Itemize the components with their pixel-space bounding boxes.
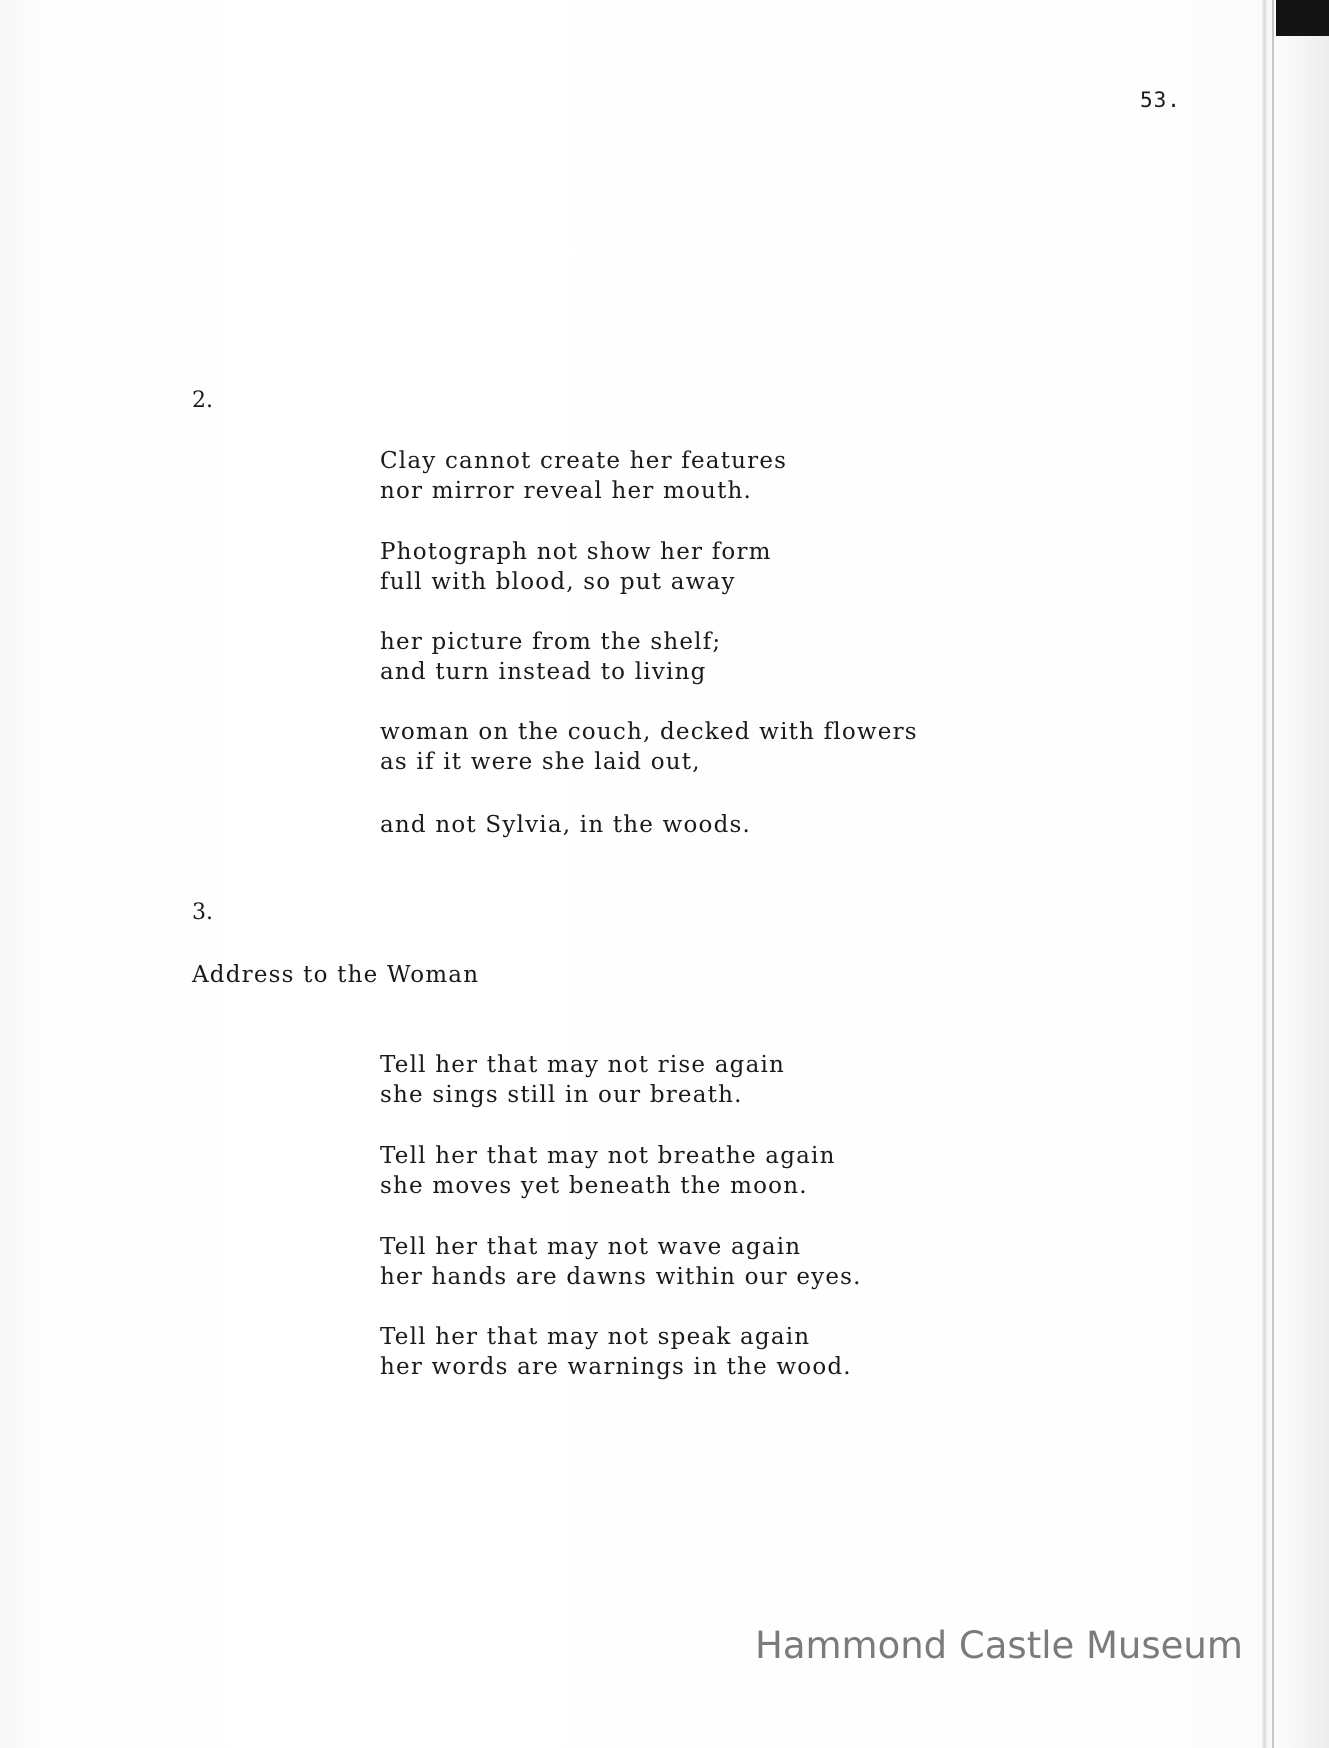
section-number: 2. bbox=[192, 388, 213, 413]
stanza bbox=[380, 1050, 785, 1110]
poem-line: Clay cannot create her features bbox=[380, 448, 788, 474]
stanza bbox=[380, 1232, 862, 1292]
poem-line: Tell her that may not speak again bbox=[380, 1324, 811, 1350]
poem-line: woman on the couch, decked with flowers bbox=[380, 719, 918, 745]
poem-line: she sings still in our breath. bbox=[380, 1082, 743, 1108]
poem-line: full with blood, so put away bbox=[380, 569, 736, 595]
stanza bbox=[380, 537, 772, 597]
poem-line: her words are warnings in the wood. bbox=[380, 1354, 852, 1380]
poem-title: Address to the Woman bbox=[192, 962, 480, 988]
section-number: 3. bbox=[192, 900, 213, 925]
museum-watermark: Hammond Castle Museum bbox=[755, 1624, 1243, 1667]
stanza bbox=[380, 446, 787, 506]
stanza bbox=[380, 627, 721, 687]
stanza bbox=[380, 717, 918, 777]
poem-line: and turn instead to living bbox=[380, 659, 707, 685]
poem-line: nor mirror reveal her mouth. bbox=[380, 478, 753, 504]
poem-line: her picture from the shelf; bbox=[380, 629, 722, 655]
poem-line: Photograph not show her form bbox=[380, 539, 772, 565]
stanza bbox=[380, 810, 751, 840]
dark-corner bbox=[1276, 0, 1329, 36]
poem-line: Tell her that may not rise again bbox=[380, 1052, 786, 1078]
poem-line: as if it were she laid out, bbox=[380, 749, 701, 775]
stanza bbox=[380, 1141, 836, 1201]
stanza bbox=[380, 1322, 852, 1382]
poem-line: and not Sylvia, in the woods. bbox=[380, 812, 752, 838]
poem-line: Tell her that may not breathe again bbox=[380, 1143, 836, 1169]
poem-line: she moves yet beneath the moon. bbox=[380, 1173, 808, 1199]
poem-line: her hands are dawns within our eyes. bbox=[380, 1264, 862, 1290]
page-number: 53. bbox=[1140, 88, 1181, 112]
poem-line: Tell her that may not wave again bbox=[380, 1234, 802, 1260]
binding-fold-line bbox=[1272, 0, 1274, 1748]
